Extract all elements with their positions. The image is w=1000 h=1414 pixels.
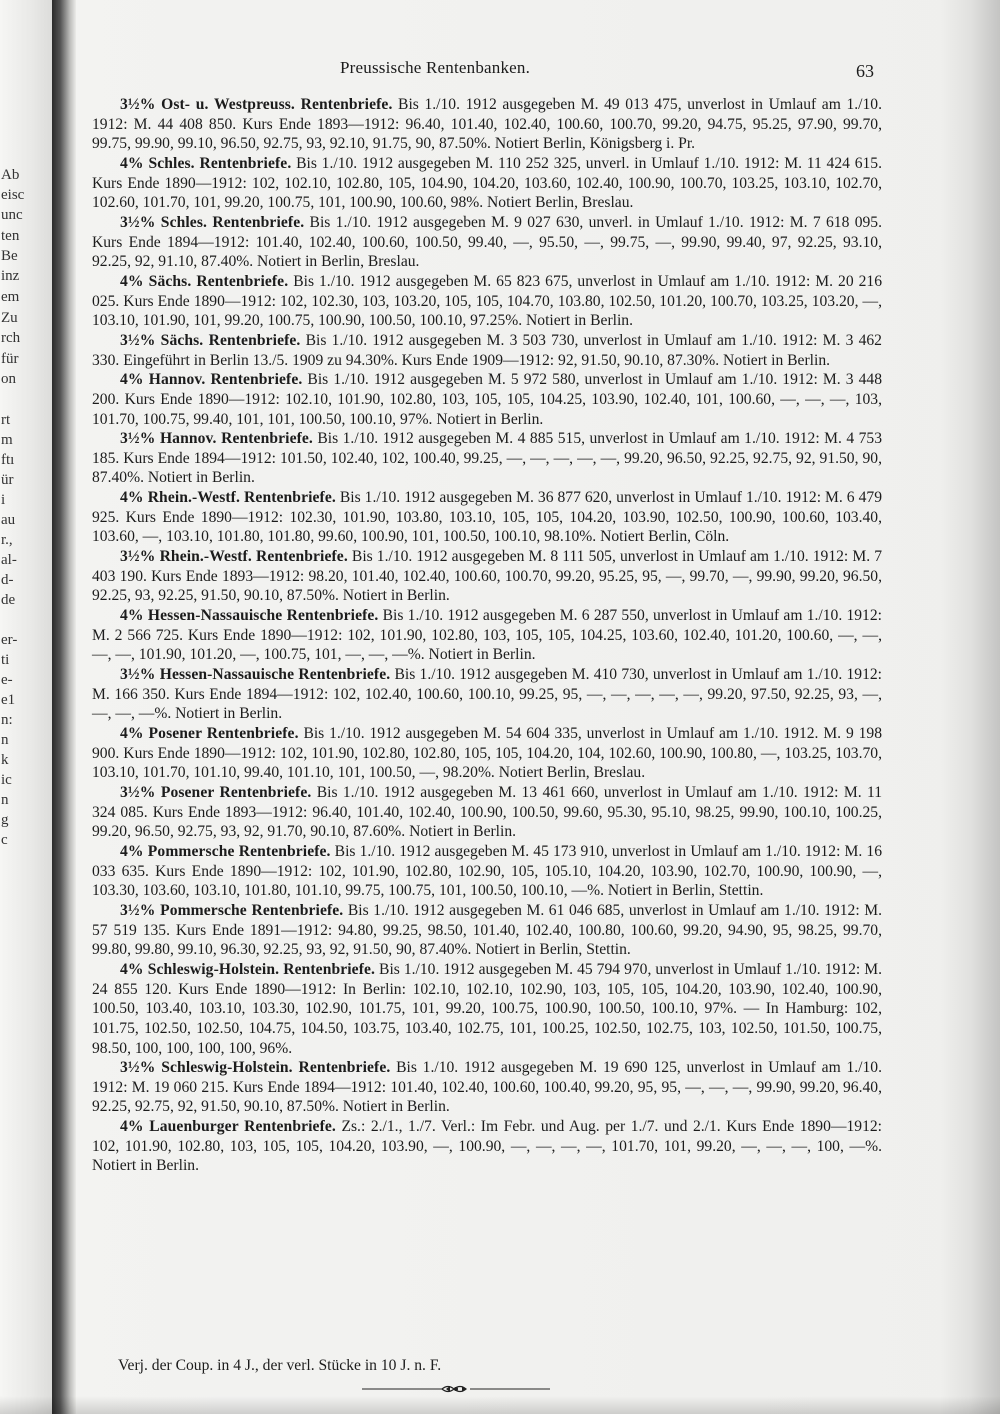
bond-title: 4% Rhein.-Westf. Rentenbriefe. — [120, 489, 336, 507]
margin-fragment: r., — [1, 532, 13, 548]
bond-entry — [92, 1117, 882, 1176]
bond-entry — [92, 331, 882, 370]
bond-title: 3½% Pommersche Rentenbriefe. — [120, 901, 344, 919]
bond-details: Bis 1./10. 1912 ausgegeben M. 54 604 335, unverlost in Umlauf am 1./10. 1912. M. 9 198 900. Kurs Ende 1890—1912: 102, 101.90, 102.80, 102.80, 105, 105, 104.20, 104, 102.60, 100.90, 100.80, —, 103.25, 103.70, 103.10, 101.70, 101.10, 99.40, 101.10, 101, 100.50, —, 98.20%. Notiert Berlin, Breslau. — [92, 725, 882, 782]
bond-entry — [92, 488, 882, 547]
bond-details: Bis 1./10. 1912 ausgegeben M. 13 461 660, unverlost in Umlauf am 1./10. 1912: M. 11 324 085. Kurs Ende 1893—1912: 96.40, 101.40, 102.40, 100.90, 100.50, 99.60, 95.30, 95.10, 98.25, 99.90, 100.10, 100.25, 99.20, 96.50, 92.75, 93, 92, 91.70, 90.10, 87.60%. Notiert in Berlin. — [92, 783, 883, 841]
bond-details: Bis 1./10. 1912 ausgegeben M. 36 877 620, unverlost in Umlauf 1./10. 1912: M. 6 479 925. Kurs Ende 1890—1912: 102.30, 101.90, 103.80, 103.10, 105, 105, 104.20, 103.90, 102.50, 100.90, 100.60, 103.40, 103.60, —, 103.10, 101.80, 101.80, 99.60, 100.90, 101, 100.50, 100.10, 98.10%. Notiert Berlin, Cöln. — [92, 489, 882, 546]
margin-fragment: g — [1, 812, 9, 828]
bond-details: Bis 1./10. 1912 ausgegeben M. 110 252 325, unverl. in Umlauf 1./10. 1912: M. 11 424 615. Kurs Ende 1890—1912: 102, 102.10, 102.80, 105, 104.90, 104.20, 103.60, 102.40, 100.90, 100.70, 103.25, 103.10, 102.70, 102.60, 101.70, 101, 99.20, 100.75, 101, 100.90, 100.60, 98%. Notiert Berlin, Breslau. — [92, 154, 882, 212]
bond-entry — [92, 842, 882, 901]
margin-fragment: für — [1, 351, 19, 367]
bond-entry — [92, 95, 882, 154]
bond-entry — [92, 783, 882, 842]
bond-details: Bis 1./10. 1912 ausgegeben M. 61 046 685, unverlost in Umlauf am 1./10. 1912: M. 57 519 135. Kurs Ende 1891—1912: 94.80, 99.25, 98.50, 101.40, 102.40, 100.80, 100.60, 99.20, 94.90, 95, 98.25, 99.70, 99.80, 99.80, 99.10, 96.30, 92.25, 93, 92, 91.50, 90, 87.40%. Notiert in Berlin, Stettin. — [92, 901, 882, 959]
margin-fragment: eisc — [1, 187, 25, 203]
bond-details: Bis 1./10. 1912 ausgegeben M. 410 730, unverlost in Umlauf am 1./10. 1912: M. 166 350. Kurs Ende 1894—1912: 102, 102.40, 100.60, 100.10, 99.25, 95, —, —, —, —, —, 99.20, 97.50, 92.25, 93, —, —, —, —%. Notiert in Berlin. — [92, 666, 882, 723]
bond-entry — [92, 154, 882, 213]
bond-details: Bis 1./10. 1912 ausgegeben M. 65 823 675, unverlost in Umlauf am 1./10. 1912: M. 20 216 025. Kurs Ende 1890—1912: 102, 102.30, 103, 103.20, 105, 105, 104.70, 103.80, 102.50, 101.20, 100.70, 103.25, 103.20, —, 103.10, 101.90, 101, 99.20, 100.75, 100.90, 100.50, 100.10, 97.25%. Notiert in Berlin. — [92, 272, 882, 330]
margin-fragment: de — [1, 592, 16, 608]
bond-title: 3½% Schleswig-Holstein. Rentenbriefe. — [120, 1059, 391, 1077]
bond-title: 3½% Hannov. Rentenbriefe. — [120, 430, 313, 448]
margin-fragment: em — [1, 289, 20, 305]
bond-details: Bis 1./10. 1912 ausgegeben M. 4 885 515, unverlost in Umlauf am 1./10. 1912: M. 4 753 185. Kurs Ende 1894—1912: 101.50, 102.40, 102, 100.40, 99.25, —, —, —, —, —, 99.20, 96.50, 92.25, 92.75, 92, 91.50, 90, 87.40%. Notiert in Berlin. — [92, 430, 882, 487]
bond-entry — [92, 901, 882, 960]
running-header: Preussische Rentenbanken. — [340, 58, 531, 77]
bond-details: Zs.: 2./1., 1./7. Verl.: Im Febr. und Aug. per 1./7. und 2./1. Kurs Ende 1890—1912: 102, 101.90, 102.80, 103, 105, 105, 104.20, 103.90, —, 100.90, —, —, —, —, 101.70, 101, 99.20, —, —, —, 100, —%. Notiert in Berlin. — [92, 1118, 883, 1175]
bond-entry — [92, 547, 882, 606]
margin-fragment: e1 — [1, 692, 16, 708]
bond-title: 3½% Rhein.-Westf. Rentenbriefe. — [120, 548, 348, 566]
margin-fragment: Ab — [1, 167, 20, 183]
end-ornament-icon — [362, 1384, 550, 1394]
margin-fragment: e- — [1, 672, 13, 688]
bond-entry — [92, 665, 882, 724]
bond-title: 4% Schles. Rentenbriefe. — [120, 154, 292, 172]
bond-title: 4% Lauenburger Rentenbriefe. — [120, 1118, 336, 1136]
margin-fragment: n — [1, 732, 9, 748]
bond-title: 4% Posener Rentenbriefe. — [120, 725, 299, 742]
page-number: 63 — [856, 61, 874, 81]
margin-fragment: ten — [1, 228, 20, 244]
page-shadow-bottom — [0, 1396, 1000, 1414]
bond-title: 4% Pommersche Rentenbriefe. — [120, 842, 331, 860]
bond-title: 3½% Schles. Rentenbriefe. — [120, 213, 305, 231]
margin-fragment: au — [1, 512, 16, 528]
bond-details: Bis 1./10. 1912 ausgegeben M. 6 287 550, unverlost in Umlauf am 1./10. 1912: M. 2 566 725. Kurs Ende 1890—1912: 102, 101.90, 102.80, 103, 105, 105, 104.25, 103.60, 102.40, 101.20, 100.60, —, —, —, —, 101.90, 101.20, —, 100.75, 101, —, —, —%. Notiert in Berlin. — [92, 607, 882, 664]
margin-fragment: ür — [1, 472, 14, 488]
margin-fragment: al- — [1, 552, 17, 568]
margin-fragment: Be — [1, 248, 18, 264]
bond-title: 4% Sächs. Rentenbriefe. — [120, 272, 289, 290]
margin-fragment: d- — [1, 572, 14, 588]
bond-title: 3½% Hessen-Nassauische Rentenbriefe. — [120, 666, 391, 684]
margin-fragment: n — [1, 792, 9, 808]
bond-details: Bis 1./10. 1912 ausgegeben M. 49 013 475, unverlost in Umlauf am 1./10. 1912: M. 44 408 850. Kurs Ende 1893—1912: 96.40, 101.40, 102.40, 100.60, 100.70, 99.20, 94.75, 95.25, 97.90, 99.70, 99.75, 99.90, 99.10, 96.50, 92.75, 93, 92.10, 91.75, 90, 87.50%. Notiert Berlin, Königsberg i. Pr. — [92, 96, 882, 153]
bond-details: Bis 1./10. 1912 ausgegeben M. 45 173 910, unverlost in Umlauf am 1./10. 1912: M. 16 033 635. Kurs Ende 1890—1912: 102, 101.90, 102.80, 102.90, 105, 105.10, 104.20, 103.90, 102.70, 100.90, 100.90, —, 103.30, 103.60, 103.10, 101.80, 101.10, 99.75, 100.75, 101, 100.50, 100.10, —%. Notiert in Berlin, Stettin. — [92, 842, 882, 900]
margin-fragment: Zu — [1, 310, 18, 326]
margin-fragment: unc — [1, 207, 23, 223]
page-shadow-right — [940, 0, 1000, 1414]
margin-fragment: ic — [1, 772, 12, 788]
bond-entry — [92, 370, 882, 429]
margin-fragment: m — [1, 432, 13, 448]
margin-fragment: on — [1, 371, 16, 387]
bond-title: 3½% Ost- u. Westpreuss. Rentenbriefe. — [120, 96, 393, 113]
margin-fragment: ti — [1, 652, 10, 668]
bond-details: Bis 1./10. 1912 ausgegeben M. 3 503 730, unverlost in Umlauf am 1./10. 1912: M. 3 462 330. Eingeführt in Berlin 13./5. 1909 zu 94.30%. Kurs Ende 1909—1912: 92, 91.50, 90.10, 87.30%. Notiert in Berlin. — [92, 331, 882, 369]
margin-fragment: k — [1, 752, 9, 768]
margin-fragment: i — [1, 492, 6, 508]
coupon-limitation-note: Verj. der Coup. in 4 J., der verl. Stücke in 10 J. n. F. — [118, 1357, 442, 1374]
margin-fragment: er- — [1, 632, 18, 648]
bond-title: 3½% Sächs. Rentenbriefe. — [120, 331, 301, 349]
bond-details: Bis 1./10. 1912 ausgegeben M. 8 111 505, unverlost in Umlauf am 1./10. 1912: M. 7 403 190. Kurs Ende 1893—1912: 98.20, 101.40, 102.40, 100.60, 100.70, 99.20, 95.25, 95, —, 99.70, —, 99.90, 99.20, 96.50, 92.25, 93, 92.25, 91.50, 90.10, 87.50%. Notiert in Berlin. — [92, 548, 882, 605]
bond-title: 4% Hannov. Rentenbriefe. — [120, 371, 303, 389]
margin-fragment: inz — [1, 268, 20, 284]
margin-fragment: n: — [1, 712, 13, 728]
bond-entry — [92, 724, 882, 783]
margin-fragment: rch — [1, 330, 21, 346]
bond-entry — [92, 429, 882, 488]
bond-details: Bis 1./10. 1912 ausgegeben M. 9 027 630, unverl. in Umlauf 1./10. 1912: M. 7 618 095. Kurs Ende 1894—1912: 101.40, 102.40, 100.60, 100.50, 99.40, —, 95.50, —, 99.75, —, 99.90, 99.40, 97, 92.25, 93.10, 92.25, 92, 91.10, 87.40%. Notiert in Berlin, Breslau. — [92, 213, 883, 271]
bond-entry — [92, 606, 882, 665]
bond-entry — [92, 213, 882, 272]
bond-details: Bis 1./10. 1912 ausgegeben M. 5 972 580, unverlost in Umlauf am 1./10. 1912: M. 3 448 200. Kurs Ende 1890—1912: 102.10, 101.90, 102.80, 103, 105, 105, 104.25, 103.90, 102.40, 101, 100.60, —, —, —, 103, 101.70, 100.75, 99.40, 101, 101, 100.50, 100.10, 97%. Notiert in Berlin. — [92, 371, 882, 428]
bond-entry — [92, 960, 882, 1058]
bond-details: Bis 1./10. 1912 ausgegeben M. 45 794 970, unverlost in Umlauf 1./10. 1912: M. 24 855 120. Kurs Ende 1890—1912: In Berlin: 102.10, 102.10, 102.90, 103, 105, 105, 104.20, 103.90, 102.40, 100.90, 100.50, 103.40, 103.10, 103.30, 102.90, 101.75, 101, 99.20, 100.75, 100.90, 100.50, 100.10, 97%. — In Hamburg: 102, 101.75, 102.50, 102.50, 104.75, 104.50, 103.75, 103.40, 102.75, 101, 100.25, 102.50, 102.75, 103, 102.50, 101.50, 100.75, 98.50, 100, 100, 100, 100, 96%. — [92, 960, 882, 1057]
book-gutter — [52, 0, 76, 1414]
bond-title: 4% Schleswig-Holstein. Rentenbriefe. — [120, 960, 376, 978]
bond-title: 3½% Posener Rentenbriefe. — [120, 783, 312, 801]
bond-title: 4% Hessen-Nassauische Rentenbriefe. — [120, 607, 379, 625]
bond-entry — [92, 1058, 882, 1117]
adjacent-page-margin — [0, 0, 52, 1414]
margin-fragment: c — [1, 832, 8, 848]
entries-list — [92, 95, 882, 1176]
bond-details: Bis 1./10. 1912 ausgegeben M. 19 690 125, unverlost in Umlauf am 1./10. 1912: M. 19 060 215. Kurs Ende 1894—1912: 101.40, 102.40, 100.60, 100.40, 99.20, 95, 95, —, —, —, 99.90, 99.20, 96.40, 92.25, 92.75, 92, 91.50, 90.10, 87.50%. Notiert in Berlin. — [92, 1059, 882, 1116]
bond-entry — [92, 272, 882, 331]
margin-fragment: rt — [1, 412, 11, 428]
margin-fragment: ftı — [1, 452, 15, 468]
